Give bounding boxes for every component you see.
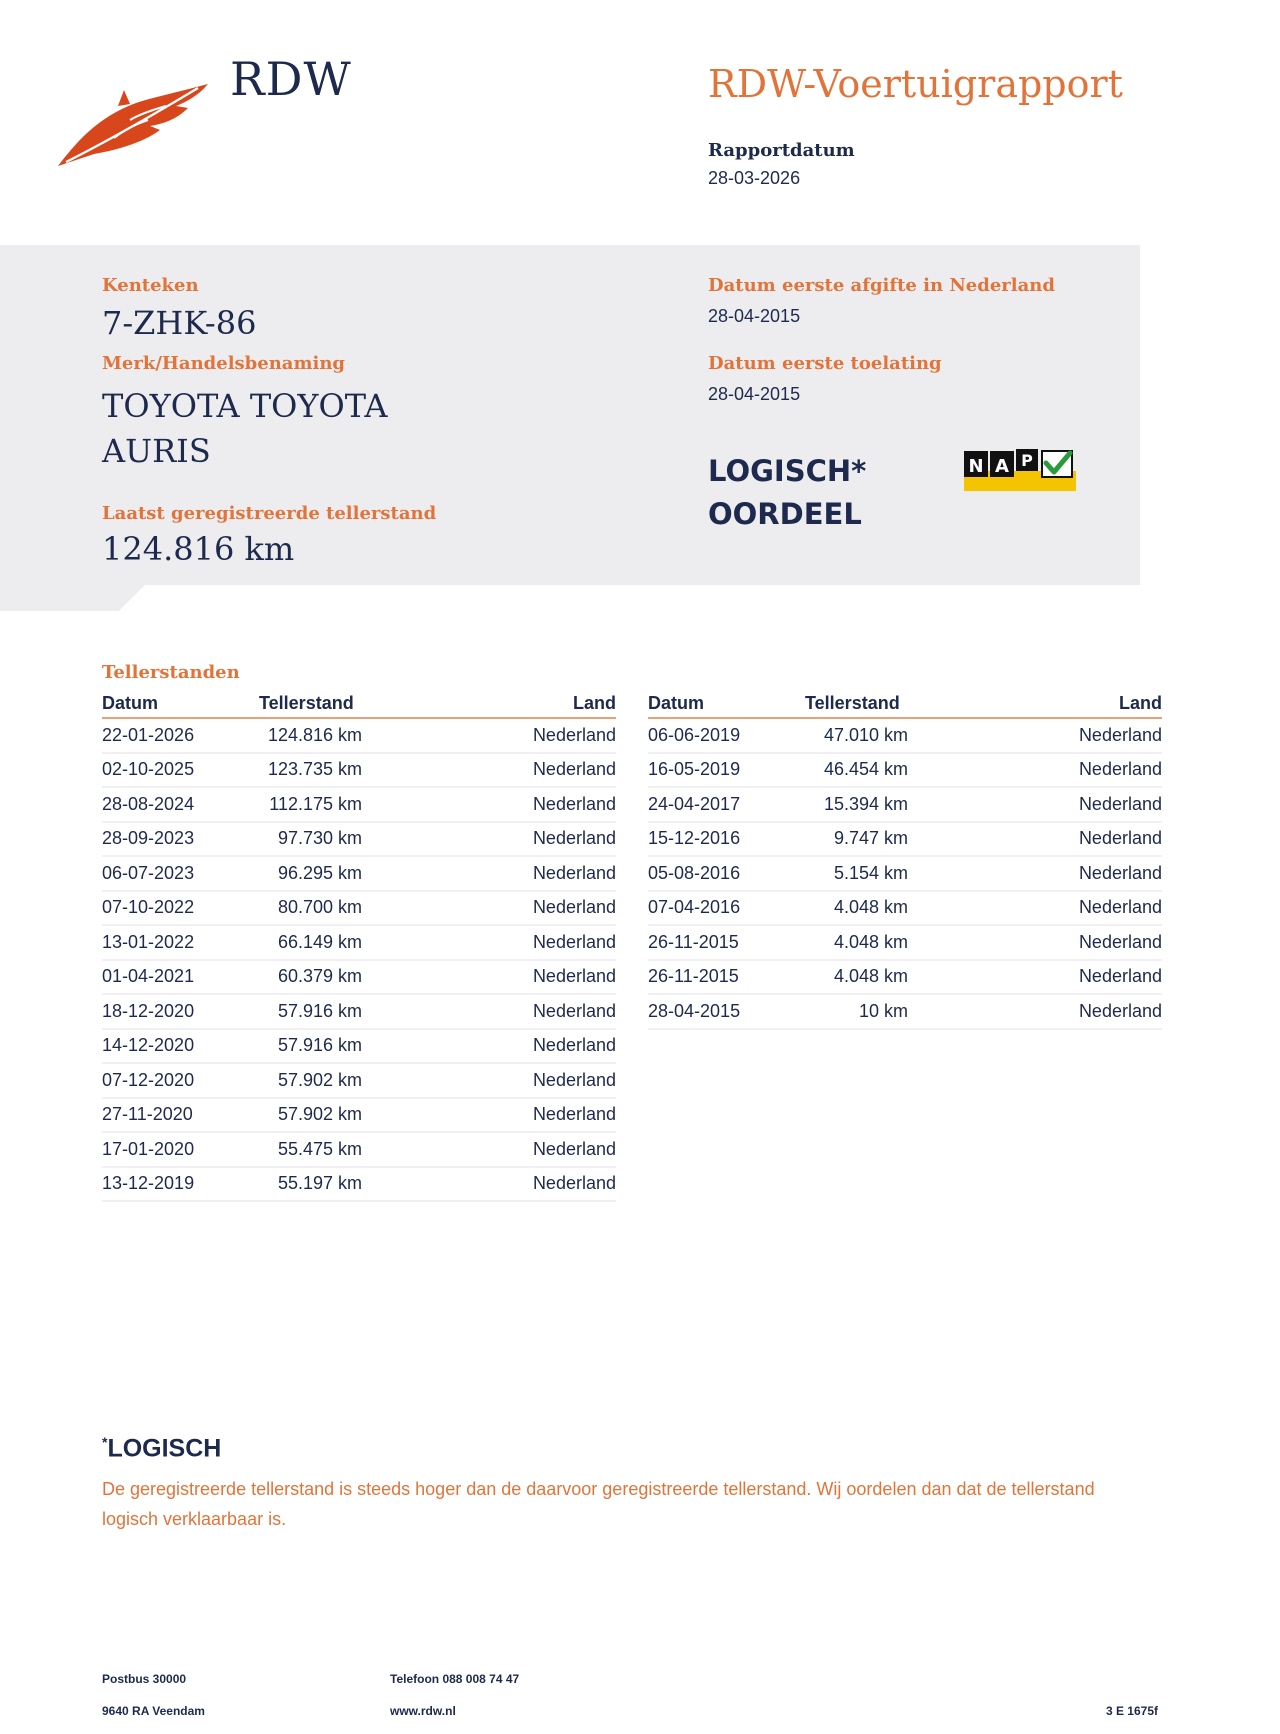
row-land: Nederland (532, 1173, 616, 1194)
row-land: Nederland (532, 793, 616, 814)
row-date: 13-12-2019 (102, 1173, 195, 1194)
nap-letter-a: A (995, 456, 1009, 477)
row-land: Nederland (1078, 862, 1162, 883)
row-land: Nederland (1078, 724, 1162, 745)
tellerstanden-title: Tellerstanden (102, 662, 240, 683)
table-row (102, 1030, 616, 1065)
row-km: 57.902 km (277, 1069, 362, 1090)
row-land: Nederland (532, 828, 616, 849)
row-land: Nederland (532, 1000, 616, 1021)
table-row (102, 788, 616, 823)
row-land: Nederland (532, 897, 616, 918)
table-row (102, 926, 616, 961)
report-date-value: 28-03-2026 (708, 168, 801, 188)
row-date: 27-11-2020 (102, 1104, 193, 1125)
row-date: 13-01-2022 (102, 931, 195, 952)
row-land: Nederland (532, 931, 616, 952)
row-km: 4.048 km (833, 897, 908, 918)
nap-check-icon (962, 447, 1078, 493)
row-km: 66.149 km (277, 931, 362, 952)
report-date-label: Rapportdatum (708, 140, 855, 161)
row-km: 4.048 km (833, 931, 908, 952)
row-date: 17-01-2020 (102, 1138, 195, 1159)
row-date: 05-08-2016 (648, 862, 741, 883)
row-land: Nederland (532, 724, 616, 745)
first-admission-value: 28-04-2015 (708, 384, 801, 404)
row-date: 26-11-2015 (648, 931, 739, 952)
last-odometer-label: Laatst geregistreerde tellerstand (102, 503, 437, 524)
row-km: 55.475 km (277, 1138, 362, 1159)
table-row (648, 754, 1162, 789)
header-km: Tellerstand (805, 693, 900, 713)
footer-postbus: Postbus 30000 (102, 1672, 187, 1686)
row-km: 15.394 km (823, 793, 908, 814)
rdw-feather-logo-icon (58, 80, 208, 166)
table-row (102, 719, 616, 754)
row-km: 47.010 km (823, 724, 908, 745)
header-date: Datum (648, 693, 705, 713)
footer-phone: Telefoon 088 008 74 47 (390, 1672, 520, 1686)
footnote-title-text: LOGISCH (107, 1434, 222, 1463)
row-km: 80.700 km (277, 897, 362, 918)
table-header (648, 693, 1162, 719)
brand-name: RDW (230, 52, 352, 106)
panel-tab-decoration (0, 585, 145, 611)
header-land: Land (1119, 693, 1162, 713)
row-date: 15-12-2016 (648, 828, 741, 849)
row-land: Nederland (532, 966, 616, 987)
row-km: 96.295 km (277, 862, 362, 883)
report-title: RDW-Voertuigrapport (708, 62, 1123, 106)
first-issue-nl-label: Datum eerste afgifte in Nederland (708, 275, 1055, 296)
row-km: 112.175 km (269, 793, 362, 814)
footnote-title (102, 1434, 221, 1463)
header-km: Tellerstand (259, 693, 354, 713)
table-row (102, 995, 616, 1030)
kenteken-label: Kenteken (102, 275, 199, 296)
header-land: Land (573, 693, 616, 713)
row-land: Nederland (532, 862, 616, 883)
table-row (648, 926, 1162, 961)
footer-website: www.rdw.nl (390, 1704, 456, 1718)
row-land: Nederland (1078, 828, 1162, 849)
row-land: Nederland (1078, 759, 1162, 780)
nap-letter-n: N (968, 456, 984, 477)
table-row (648, 788, 1162, 823)
table-row (648, 823, 1162, 858)
first-issue-nl-value: 28-04-2015 (708, 306, 801, 326)
odometer-table-right (648, 693, 1162, 1030)
table-row (648, 719, 1162, 754)
merk-value: TOYOTA TOYOTA AURIS (102, 387, 388, 470)
row-land: Nederland (1078, 966, 1162, 987)
table-row (102, 823, 616, 858)
footer-document-code: 3 E 1675f (1105, 1704, 1158, 1718)
verdict-line-1: LOGISCH* (708, 454, 867, 488)
row-date: 06-06-2019 (648, 724, 741, 745)
table-header (102, 693, 616, 719)
row-date: 26-11-2015 (648, 966, 739, 987)
table-row (648, 995, 1162, 1030)
row-land: Nederland (532, 759, 616, 780)
row-date: 22-01-2026 (102, 724, 195, 745)
table-row (648, 961, 1162, 996)
header-date: Datum (102, 693, 159, 713)
row-land: Nederland (532, 1104, 616, 1125)
row-km: 57.902 km (277, 1104, 362, 1125)
row-date: 01-04-2021 (102, 966, 195, 987)
row-date: 07-10-2022 (102, 897, 195, 918)
nap-letter-p: P (1021, 451, 1033, 470)
row-km: 46.454 km (823, 759, 908, 780)
table-row (102, 754, 616, 789)
row-date: 28-04-2015 (648, 1000, 741, 1021)
table-row (102, 892, 616, 927)
row-land: Nederland (532, 1035, 616, 1056)
footer-address: 9640 RA Veendam (102, 1704, 205, 1718)
row-land: Nederland (1078, 793, 1162, 814)
table-row (102, 961, 616, 996)
first-admission-label: Datum eerste toelating (708, 353, 942, 374)
table-row (648, 857, 1162, 892)
table-row (102, 1099, 616, 1134)
odometer-table-left (102, 693, 616, 1202)
kenteken-value: 7-ZHK-86 (102, 304, 257, 342)
row-date: 18-12-2020 (102, 1000, 195, 1021)
row-date: 28-09-2023 (102, 828, 195, 849)
table-row (102, 857, 616, 892)
row-km: 9.747 km (833, 828, 908, 849)
row-date: 14-12-2020 (102, 1035, 195, 1056)
row-km: 97.730 km (277, 828, 362, 849)
row-km: 4.048 km (833, 966, 908, 987)
table-row (648, 892, 1162, 927)
row-date: 28-08-2024 (102, 793, 195, 814)
row-km: 10 km (858, 1000, 908, 1021)
row-date: 07-04-2016 (648, 897, 741, 918)
table-row (102, 1168, 616, 1203)
row-date: 07-12-2020 (102, 1069, 195, 1090)
last-odometer-value: 124.816 km (102, 530, 295, 568)
row-land: Nederland (1078, 931, 1162, 952)
row-land: Nederland (1078, 897, 1162, 918)
row-land: Nederland (532, 1069, 616, 1090)
row-km: 57.916 km (277, 1035, 362, 1056)
row-km: 55.197 km (277, 1173, 362, 1194)
row-km: 60.379 km (277, 966, 362, 987)
verdict-line-2: OORDEEL (708, 497, 862, 531)
merk-label: Merk/Handelsbenaming (102, 353, 346, 374)
row-km: 5.154 km (833, 862, 908, 883)
row-km: 57.916 km (277, 1000, 362, 1021)
row-land: Nederland (1078, 1000, 1162, 1021)
row-km: 124.816 km (267, 724, 362, 745)
row-date: 24-04-2017 (648, 793, 741, 814)
table-row (102, 1064, 616, 1099)
row-date: 06-07-2023 (102, 862, 195, 883)
footnote-star: * (102, 1434, 108, 1450)
row-date: 16-05-2019 (648, 759, 741, 780)
row-km: 123.735 km (267, 759, 362, 780)
row-land: Nederland (532, 1138, 616, 1159)
table-row (102, 1133, 616, 1168)
row-date: 02-10-2025 (102, 759, 195, 780)
footnote-text: De geregistreerde tellerstand is steeds hoger dan de daarvoor geregistreerde tellerstand. Wij oordelen dan dat de tellerstand logisch verklaarbaar is. (102, 1479, 1095, 1529)
verdict (708, 450, 928, 536)
